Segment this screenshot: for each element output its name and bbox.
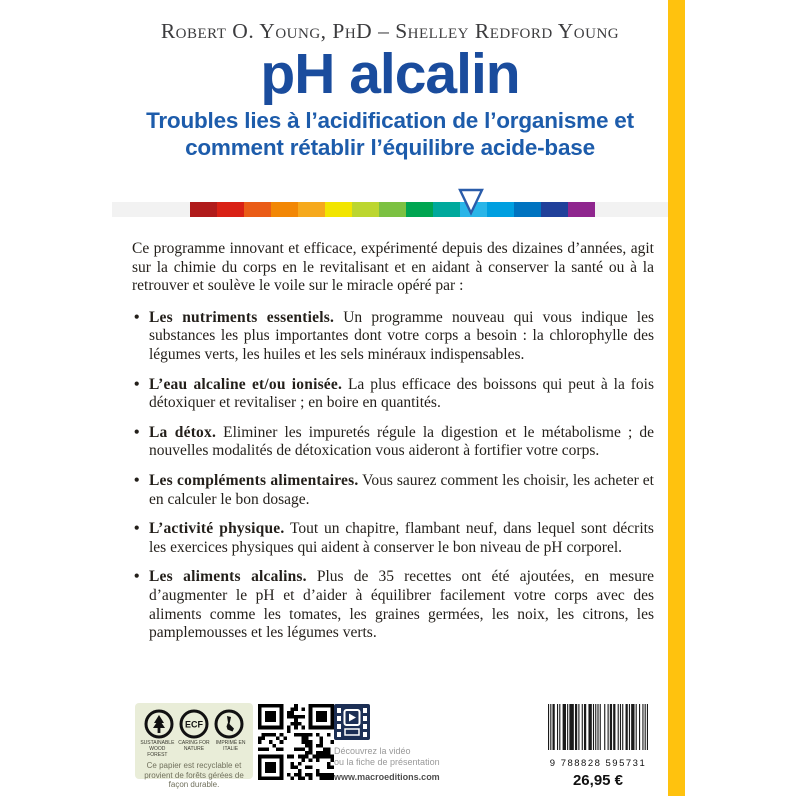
video-info-block [334,704,464,782]
bullet-detox [132,424,654,461]
eco-icons [135,703,253,739]
book-subtitle [112,107,668,161]
book-title: pH alcalin [260,42,520,106]
bullet-text: Tout un chapitre, flambant neuf, dans lequel sont décrits les exercices physiques qui aident à conserver le bon niveau de pH corporel. [149,520,654,556]
ph-scale-segment [406,202,433,217]
video-caption-line2: ou la fiche de présentation [334,757,440,767]
footer [112,702,668,792]
bullet-text: Eliminer les impuretés régule la digestion et le métabolisme ; de nouvelles modalités de détoxication vous aideront à fortifier votre corps. [149,423,654,460]
bullet-nutriments [132,309,654,365]
bullet-text: Vous saurez comment les choisir, les acheter et en calculer le bon dosage. [149,471,654,508]
ph-scale-segment [190,202,217,217]
back-cover-text [132,240,654,654]
bullet-dot: • [134,423,140,441]
eco-label-nature: CARING FOR NATURE [178,740,210,752]
bullet-activite-physique [132,520,654,557]
barcode-block [545,704,651,789]
ph-scale-segment [433,202,460,217]
eco-label-wood: SUSTAINABLE WOOD FOREST [140,740,175,758]
qr-code [258,704,334,780]
bullet-text: La plus efficace des boissons qui peut à la fois détoxiquer et revitaliser ; en boire en quantités. [149,375,655,412]
video-film-icon [334,704,370,740]
ph-scale-segment [487,202,514,217]
ph-marker-triangle-icon [458,188,484,216]
video-caption-line1: Découvrez la vidéo [334,746,411,756]
bullet-eau-alcaline [132,376,654,413]
bullet-dot: • [134,568,140,586]
ph-scale-segment [325,202,352,217]
ph-scale-band [112,202,668,217]
bullet-text: Plus de 35 recettes ont été ajoutées, en mesure d’augmenter le pH et d’aider à équilibrer facilement votre corps avec des aliments comme les tomates, les graines germées, les noix, les citrons, les pamplemousses et les légumes verts. [149,568,654,642]
bullet-complements [132,472,654,509]
ph-scale-segment [541,202,568,217]
bullet-dot: • [134,308,140,326]
eco-labels [135,739,253,758]
bullet-dot: • [134,375,140,393]
ph-scale-segment [379,202,406,217]
intro-paragraph: Ce programme innovant et efficace, expérimenté depuis des dizaines d’années, agit sur la chimie du corps en le revitalisant et en aidant à conserver la santé ou à la retrouver et soulève le voile sur le miracle opéré par : [132,240,654,295]
bullet-aliments-alcalins [132,568,654,642]
printed-in-italy-boot-icon [214,709,244,739]
bullet-lead: L’eau alcaline et/ou ionisée. [149,375,343,393]
isbn-number: 9 788828 595731 [549,758,647,769]
book-back-cover [112,0,668,800]
bullet-lead: La détox. [149,423,217,441]
bullet-text: Un programme nouveau qui vous indique les substances les plus importantes dont votre corps a besoin : la chlorophylle des légumes verts, les huiles et les sels minéraux indispensables. [149,308,654,363]
spine-accent-stripe [668,0,685,796]
bullet-dot: • [134,471,140,489]
authors-line: Robert O. Young, PhD – Shelley Redford Young [160,19,620,43]
subtitle-line-1: Troubles lies à l’acidification de l’organisme et [146,108,634,133]
bullet-lead: Les aliments alcalins. [149,568,307,586]
ph-scale-segment [271,202,298,217]
subtitle-line-2: comment rétablir l’équilibre acide-base [185,135,595,160]
ph-scale-bar [190,202,595,217]
ph-scale-segment [352,202,379,217]
bullet-lead: Les nutriments essentiels. [149,308,335,326]
barcode [545,704,651,754]
ph-scale-segment [244,202,271,217]
publisher-url: www.macroeditions.com [334,772,440,782]
ph-scale-segment [298,202,325,217]
ph-scale-segment [568,202,595,217]
svg-text:ECF: ECF [184,719,203,730]
eco-certification-box [135,703,253,789]
eco-caption: Ce papier est recyclable et provient de forêts gérées de façon durable. [144,761,244,789]
price: 26,95 € [572,772,624,789]
bullet-lead: Les compléments alimentaires. [149,471,359,489]
ecf-icon [179,709,209,739]
eco-label-print: IMPRIMÉ EN ITALIE [215,740,246,752]
ph-scale-segment [217,202,244,217]
bullet-dot: • [134,520,140,538]
sustainable-forest-tree-icon [144,709,174,739]
bullet-lead: L’activité physique. [149,520,285,538]
ph-scale-segment [514,202,541,217]
